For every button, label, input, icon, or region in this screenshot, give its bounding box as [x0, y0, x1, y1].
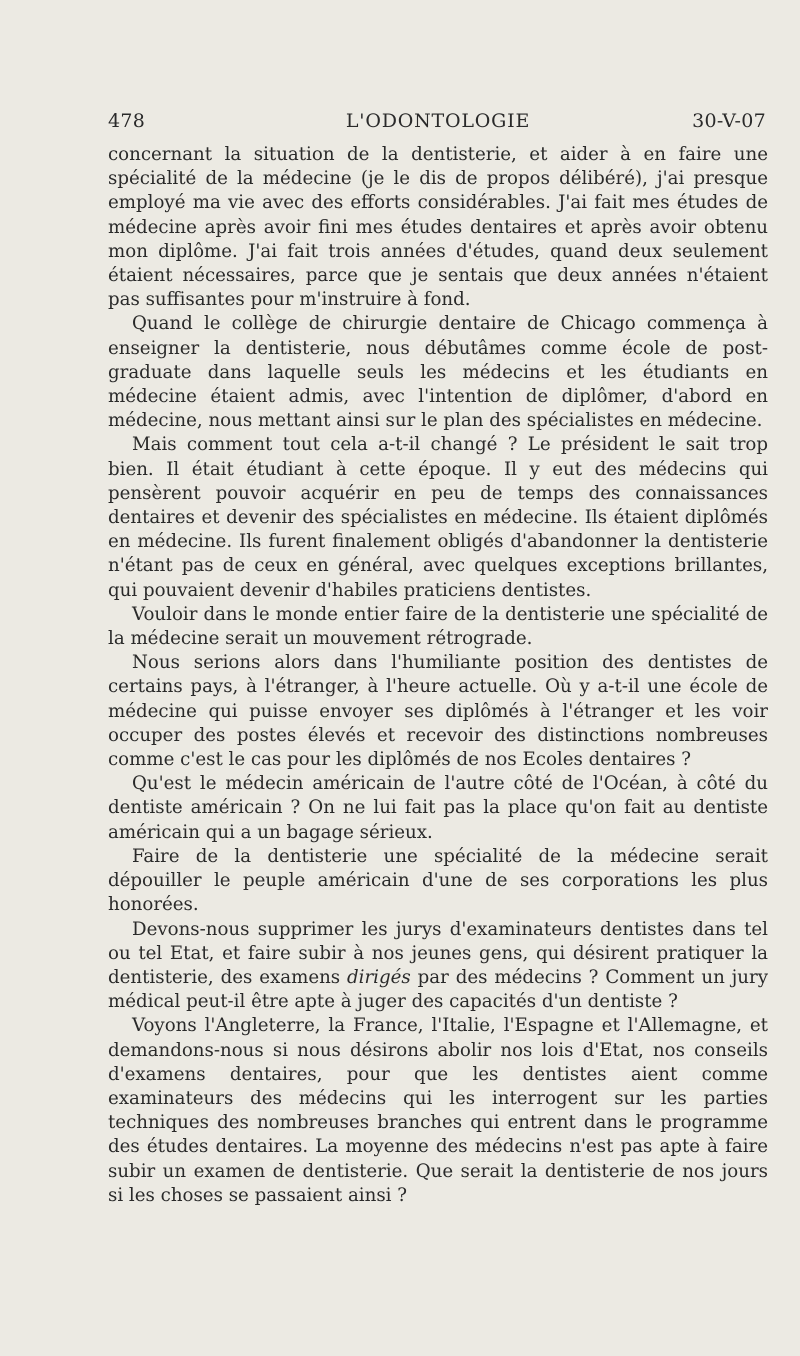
paragraph-5: Nous serions alors dans l'humiliante position des dentistes de certains pays, à l'étranger, à l'heure actuelle. Où y a-t-il une école de médecine qui puisse envoyer ses diplômés à l'étranger et les voir occuper des postes élevés et recevoir des distinctions nombreuses comme c'est le cas pour les diplômés de nos Ecoles dentaires ? [108, 652, 768, 771]
paragraph-6: Qu'est le médecin américain de l'autre côté de l'Océan, à côté du dentiste américain ? On ne lui fait pas la place qu'on fait au dentiste américain qui a un bagage sérieux. [108, 773, 768, 843]
paragraph-9: Voyons l'Angleterre, la France, l'Italie, l'Espagne et l'Allemagne, et demandons-nous si nous désirons abolir nos lois d'Etat, nos conseils d'examens dentaires, pour que les dentistes aient comme examinateurs des médecins qui les interrogent sur les parties techniques des nombreuses branches qui entrent dans le programme des études dentaires. La moyenne des médecins n'est pas apte à faire subir un examen de dentisterie. Que serait la dentisterie de nos jours si les choses se passaient ainsi ? [108, 1015, 768, 1206]
italic-word: dirigés [347, 966, 411, 988]
paragraph-8-end: par des médecins ? Comment un jury médical peut-il être apte à juger des capacités d'un dentiste ? [108, 966, 768, 1013]
running-title: L'ODONTOLOGIE [345, 110, 531, 132]
body-text [108, 143, 768, 1208]
page-number: 478 [108, 110, 146, 132]
paragraph-7: Faire de la dentisterie une spécialité de la médecine serait dépouiller le peuple américain d'une de ses corporations les plus honorées. [108, 845, 768, 916]
paragraph-8-start: Devons-nous supprimer les jurys d'examinateurs dentistes dans tel ou tel Etat, et faire subir à nos jeunes gens, qui désirent pratiquer la dentisterie, des examens [108, 918, 768, 988]
paragraph-4: Vouloir dans le monde entier faire de la dentisterie une spécialité de la médecine serait un mouvement rétrograde. [108, 603, 768, 650]
issue-date: 30-V-07 [692, 110, 766, 132]
paragraph-3: Mais comment tout cela a-t-il changé ? Le président le sait trop bien. Il était étudiant à cette époque. Il y eut des médecins qui pensèrent pouvoir acquérir en peu de temps des connaissances dentaires et devenir des spécialistes en médecine. Ils étaient diplômés en médecine. Ils furent finalement obligés d'abandonner la dentisterie n'étant pas de ceux en général, avec quelques exceptions brillantes, qui pouvaient devenir d'habiles praticiens dentistes. [108, 434, 768, 601]
paragraph-1: concernant la situation de la dentisterie, et aider à en faire une spécialité de la médecine (je le dis de propos délibéré), j'ai presque employé ma vie avec des efforts considérables. J'ai fait mes études de médecine après avoir fini mes études dentaires et après avoir obtenu mon diplôme. J'ai fait trois années d'études, quand deux seulement étaient nécessaires, parce que je sentais que deux années n'étaient pas suffisantes pour m'instruire à fond. [108, 144, 768, 311]
paragraph-8 [108, 918, 768, 1015]
paragraph-2: Quand le collège de chirurgie dentaire de Chicago commença à enseigner la dentisterie, nous débutâmes comme école de post-graduate dans laquelle seuls les médecins et les étudiants en médecine étaient admis, avec l'intention de diplômer, d'abord en médecine, nous mettant ainsi sur le plan des spécialistes en médecine. [108, 313, 768, 432]
running-header [108, 108, 768, 134]
